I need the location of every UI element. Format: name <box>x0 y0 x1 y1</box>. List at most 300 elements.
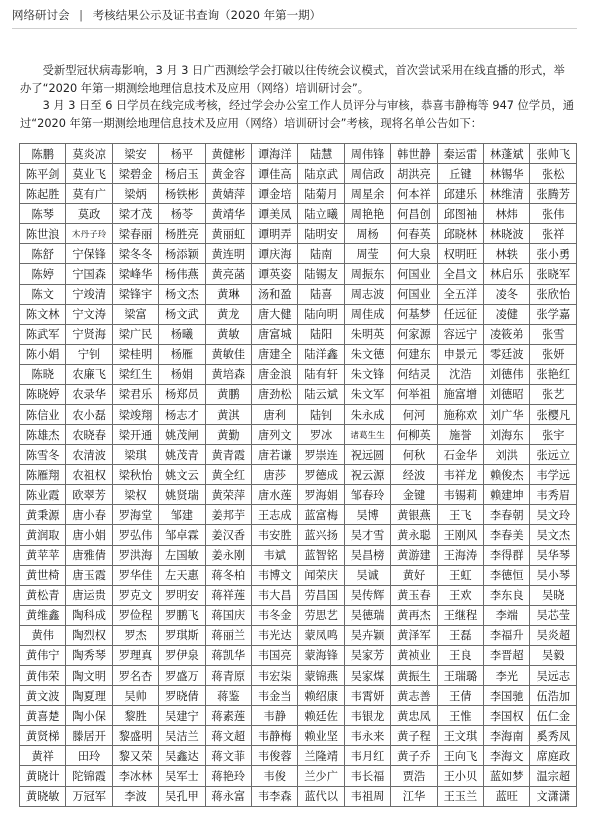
name-cell: 伍浩加 <box>530 686 577 706</box>
name-cell: 陆锡友 <box>298 264 344 284</box>
name-cell: 李福升 <box>484 625 530 645</box>
name-cell: 席庭政 <box>530 746 577 766</box>
name-cell: 梁锋宇 <box>112 284 158 304</box>
name-cell: 陆向明 <box>298 304 344 324</box>
name-cell: 伍仁金 <box>530 706 577 726</box>
name-cell: 黎盛明 <box>112 726 158 746</box>
name-cell: 林炜 <box>484 204 530 224</box>
name-cell: 吴晓 <box>530 585 577 605</box>
table-row <box>20 766 577 786</box>
name-cell: 吴毅 <box>530 645 577 665</box>
name-cell: 周艳艳 <box>344 204 390 224</box>
name-cell: 黄连明 <box>205 244 251 264</box>
name-cell: 蓝如梦 <box>484 766 530 786</box>
name-cell: 刘广华 <box>484 405 530 425</box>
name-cell: 杨郑员 <box>159 384 205 404</box>
name-cell: 梁红生 <box>112 364 158 384</box>
name-cell: 陆云斌 <box>298 384 344 404</box>
name-cell: 韦学远 <box>530 465 577 485</box>
name-cell: 王玉兰 <box>437 786 483 807</box>
name-cell: 张腾芳 <box>530 184 577 204</box>
name-cell: 罗克文 <box>112 585 158 605</box>
table-row <box>20 686 577 706</box>
name-cell: 张远立 <box>530 445 577 465</box>
name-cell: 吴德瑞 <box>344 605 390 625</box>
name-cell: 宁国森 <box>66 264 112 284</box>
table-row <box>20 485 577 505</box>
name-cell: 唐列文 <box>252 425 298 445</box>
name-cell: 杨启玉 <box>159 164 205 184</box>
name-cell: 韦俊蓉 <box>252 746 298 766</box>
name-cell: 陆菊月 <box>298 184 344 204</box>
name-cell: 姚贤瑞 <box>159 485 205 505</box>
name-cell: 黄丽虹 <box>205 224 251 244</box>
name-cell: 全五洋 <box>437 284 483 304</box>
name-cell: 黎胜 <box>112 706 158 726</box>
name-cell: 经波 <box>391 465 437 485</box>
name-cell: 邹卓霖 <box>159 525 205 545</box>
name-cell: 王良 <box>437 645 483 665</box>
name-cell: 刘海东 <box>484 425 530 445</box>
name-cell: 韦锡莉 <box>437 485 483 505</box>
name-cell: 姜邦芋 <box>205 505 251 525</box>
name-cell: 黄润取 <box>20 525 66 545</box>
name-cell: 周杨 <box>344 224 390 244</box>
name-cell: 吴诚 <box>344 565 390 585</box>
name-cell: 黄苹苹 <box>20 545 66 565</box>
name-cell: 诸葛生生 <box>344 425 390 445</box>
name-cell: 李国权 <box>484 706 530 726</box>
name-cell: 胡洪亮 <box>391 164 437 184</box>
name-cell: 何春英 <box>391 224 437 244</box>
table-row <box>20 204 577 224</box>
name-cell: 邱晓林 <box>437 224 483 244</box>
name-cell: 罗洪海 <box>112 545 158 565</box>
name-cell: 陆阳 <box>298 324 344 344</box>
name-cell: 陶烈权 <box>66 625 112 645</box>
name-cell: 何结灵 <box>391 364 437 384</box>
name-cell: 黄祯业 <box>391 645 437 665</box>
name-cell: 宁文涛 <box>66 304 112 324</box>
name-cell: 贾浩 <box>391 766 437 786</box>
name-cell: 唐小娟 <box>66 525 112 545</box>
name-cell: 张松 <box>530 164 577 184</box>
name-cell: 黄祥 <box>20 746 66 766</box>
name-cell: 陈起胜 <box>20 184 66 204</box>
name-cell: 容远宁 <box>437 324 483 344</box>
name-cell: 吴芯莹 <box>530 605 577 625</box>
name-cell: 罗海堂 <box>112 505 158 525</box>
name-cell: 蒋艳玲 <box>205 766 251 786</box>
name-cell: 韦祖周 <box>344 786 390 807</box>
name-cell: 蒋凯华 <box>205 645 251 665</box>
name-cell: 黄再杰 <box>391 605 437 625</box>
name-cell: 梁富 <box>112 304 158 324</box>
name-cell: 祝云源 <box>344 465 390 485</box>
name-cell: 黄晓计 <box>20 766 66 786</box>
name-cell: 金键 <box>391 485 437 505</box>
name-cell: 王惟 <box>437 706 483 726</box>
name-cell: 李海文 <box>484 746 530 766</box>
name-cell: 何大泉 <box>391 244 437 264</box>
name-cell: 何柳英 <box>391 425 437 445</box>
name-cell: 施誉 <box>437 425 483 445</box>
table-row <box>20 304 577 324</box>
name-cell: 韦李森 <box>252 786 298 807</box>
name-cell: 罗鹏飞 <box>159 605 205 625</box>
name-cell: 罗崇连 <box>298 445 344 465</box>
name-cell: 宁保锋 <box>66 244 112 264</box>
name-cell: 黄志善 <box>391 686 437 706</box>
name-cell: 权明旺 <box>437 244 483 264</box>
name-cell: 邱图袖 <box>437 204 483 224</box>
name-cell: 陶夏理 <box>66 686 112 706</box>
name-cell: 王小贝 <box>437 766 483 786</box>
table-row <box>20 645 577 665</box>
name-cell: 黄伟宁 <box>20 645 66 665</box>
name-cell: 黄泽军 <box>391 625 437 645</box>
name-cell: 陈鹏 <box>20 144 66 164</box>
name-cell: 梁秋怡 <box>112 465 158 485</box>
name-cell: 凌健 <box>484 304 530 324</box>
table-row <box>20 666 577 686</box>
name-cell: 韦静梅 <box>252 726 298 746</box>
name-cell: 闻荣庆 <box>298 565 344 585</box>
name-cell: 蒙锦燕 <box>298 666 344 686</box>
name-cell: 蒋永富 <box>205 786 251 807</box>
name-cell: 万冠军 <box>66 786 112 807</box>
name-cell: 蓝旺 <box>484 786 530 807</box>
name-cell: 王虹 <box>437 565 483 585</box>
name-cell: 陈晓 <box>20 364 66 384</box>
name-cell: 黄喜楚 <box>20 706 66 726</box>
name-cell: 王欢 <box>437 585 483 605</box>
name-cell: 王志成 <box>252 505 298 525</box>
name-cell: 吴博 <box>344 505 390 525</box>
name-cell: 兰少广 <box>298 766 344 786</box>
name-cell: 黄贤梯 <box>20 726 66 746</box>
name-cell: 王磊 <box>437 625 483 645</box>
table-row <box>20 384 577 404</box>
name-cell: 杨曦 <box>159 324 205 344</box>
name-cell: 韦大昌 <box>252 585 298 605</box>
name-cell: 李国驰 <box>484 686 530 706</box>
name-cell: 吴军士 <box>159 766 205 786</box>
name-cell: 刘洪 <box>484 445 530 465</box>
name-cell: 姜汉香 <box>205 525 251 545</box>
name-cell: 陶小保 <box>66 706 112 726</box>
table-row <box>20 425 577 445</box>
name-cell: 梁炳 <box>112 184 158 204</box>
name-cell: 吴家芳 <box>344 645 390 665</box>
name-cell: 莫有广 <box>66 184 112 204</box>
name-cell: 朱文德 <box>344 344 390 364</box>
name-cell: 李东良 <box>484 585 530 605</box>
table-row <box>20 324 577 344</box>
name-cell: 张艳红 <box>530 364 577 384</box>
name-cell: 黄世椅 <box>20 565 66 585</box>
name-cell: 黄荣萍 <box>205 485 251 505</box>
name-cell: 林轶 <box>484 244 530 264</box>
name-cell: 吴文杰 <box>530 525 577 545</box>
name-cell: 黄靖华 <box>205 204 251 224</box>
name-cell: 张宇 <box>530 425 577 445</box>
name-cell: 韦博文 <box>252 565 298 585</box>
name-cell: 姚茂青 <box>159 445 205 465</box>
name-cell: 蒋青原 <box>205 666 251 686</box>
name-cell: 黄伟荣 <box>20 666 66 686</box>
name-cell: 张小勇 <box>530 244 577 264</box>
name-cell: 全昌文 <box>437 264 483 284</box>
name-cell: 陶文明 <box>66 666 112 686</box>
name-cell: 姚茂闸 <box>159 425 205 445</box>
table-row <box>20 605 577 625</box>
name-cell: 韦宏柒 <box>252 666 298 686</box>
name-cell: 张艺 <box>530 384 577 404</box>
name-cell: 何国业 <box>391 264 437 284</box>
name-cell: 张樱凡 <box>530 405 577 425</box>
name-cell: 宁钊 <box>66 344 112 364</box>
name-cell: 罗杰 <box>112 625 158 645</box>
name-cell: 唐大健 <box>252 304 298 324</box>
name-cell: 罗晓倩 <box>159 686 205 706</box>
name-cell: 韩世静 <box>391 144 437 164</box>
name-cell: 施富增 <box>437 384 483 404</box>
name-cell: 凌筱弟 <box>484 324 530 344</box>
name-cell: 赖建坤 <box>484 485 530 505</box>
name-cell: 陆立曦 <box>298 204 344 224</box>
intro-paragraph-1: 受新型冠状病毒影响，3 月 3 日广西测绘学会打破以往传统会议模式，首次尝试采用在线直播的形式，举办了“2020 年第一期测绘地理信息技术及应用（网络）培训研讨会”。 <box>20 64 565 95</box>
name-cell: 林维清 <box>484 184 530 204</box>
name-cell: 农祖权 <box>66 465 112 485</box>
name-cell: 王向飞 <box>437 746 483 766</box>
name-cell: 朱永成 <box>344 405 390 425</box>
name-cell: 韦长福 <box>344 766 390 786</box>
name-cell: 张伟 <box>530 204 577 224</box>
name-cell: 吴帅 <box>112 686 158 706</box>
intro-paragraph-2: 3 月 3 日至 6 日学员在线完成考核，经过学会办公室工作人员评分与审核，恭喜韦静梅等 947 位学员，通过“2020 年第一期测绘地理信息技术及应用（网络）培训研讨会”考核，现将名单公告如下： <box>20 99 575 130</box>
name-cell: 黄健彬 <box>205 144 251 164</box>
name-cell: 黄亮菡 <box>205 264 251 284</box>
name-cell: 宁竣清 <box>66 284 112 304</box>
name-cell: 陆洋鑫 <box>298 344 344 364</box>
name-cell: 王继程 <box>437 605 483 625</box>
name-cell: 杨娟 <box>159 364 205 384</box>
name-cell: 吴小琴 <box>530 565 577 585</box>
name-cell: 韦国亮 <box>252 645 298 665</box>
table-row <box>20 465 577 485</box>
name-cell: 罗华佳 <box>112 565 158 585</box>
name-cell: 祝远圆 <box>344 445 390 465</box>
names-table <box>19 143 577 807</box>
name-cell: 陈武军 <box>20 324 66 344</box>
name-cell: 林锡华 <box>484 164 530 184</box>
name-cell: 黄好 <box>391 565 437 585</box>
name-cell: 梁竣翔 <box>112 405 158 425</box>
table-row <box>20 244 577 264</box>
name-cell: 石金华 <box>437 445 483 465</box>
name-cell: 唐建全 <box>252 344 298 364</box>
name-cell: 李光 <box>484 666 530 686</box>
name-cell: 蒋文菲 <box>205 746 251 766</box>
name-cell: 陈琴 <box>20 204 66 224</box>
name-cell: 周佳成 <box>344 304 390 324</box>
name-cell: 何举祖 <box>391 384 437 404</box>
name-cell: 农小磊 <box>66 405 112 425</box>
table-row <box>20 184 577 204</box>
name-cell: 张雪 <box>530 324 577 344</box>
name-cell: 黄子程 <box>391 726 437 746</box>
name-cell: 韦银龙 <box>344 706 390 726</box>
name-cell: 罗理真 <box>112 645 158 665</box>
name-cell: 黄晓敏 <box>20 786 66 807</box>
name-cell: 王海涛 <box>437 545 483 565</box>
name-cell: 吴鑫达 <box>159 746 205 766</box>
name-cell: 杨平 <box>159 144 205 164</box>
name-cell: 杨雁 <box>159 344 205 364</box>
table-row <box>20 746 577 766</box>
name-cell: 梁才茂 <box>112 204 158 224</box>
name-cell: 蒋文超 <box>205 726 251 746</box>
name-cell: 黄婧萍 <box>205 184 251 204</box>
name-cell: 陆明安 <box>298 224 344 244</box>
name-cell: 蒙海锋 <box>298 645 344 665</box>
name-cell: 莫业飞 <box>66 164 112 184</box>
name-cell: 邹春玲 <box>344 485 390 505</box>
name-cell: 谭明弄 <box>252 224 298 244</box>
name-cell: 赖业坚 <box>298 726 344 746</box>
table-row <box>20 505 577 525</box>
name-cell: 蒋国庆 <box>205 605 251 625</box>
name-cell: 朱文锋 <box>344 364 390 384</box>
name-cell: 黄敏佳 <box>205 344 251 364</box>
name-cell: 李春美 <box>484 525 530 545</box>
table-row <box>20 144 577 164</box>
name-cell: 沈浩 <box>437 364 483 384</box>
name-cell: 陈平剑 <box>20 164 66 184</box>
name-cell: 劳思艺 <box>298 605 344 625</box>
name-cell: 江华 <box>391 786 437 807</box>
name-cell: 唐雅倩 <box>66 545 112 565</box>
name-cell: 滕居开 <box>66 726 112 746</box>
name-cell: 罗名杏 <box>112 666 158 686</box>
table-row <box>20 264 577 284</box>
name-cell: 黄淇 <box>205 405 251 425</box>
name-cell: 陆京武 <box>298 164 344 184</box>
name-cell: 杨文武 <box>159 304 205 324</box>
name-cell: 黄青霞 <box>205 445 251 465</box>
name-cell: 梁峰华 <box>112 264 158 284</box>
name-cell: 梁冬冬 <box>112 244 158 264</box>
name-cell: 李晋超 <box>484 645 530 665</box>
name-cell: 王文琪 <box>437 726 483 746</box>
name-cell: 张晓军 <box>530 264 577 284</box>
name-cell: 田玲 <box>66 746 112 766</box>
name-cell: 张妍 <box>530 344 577 364</box>
name-cell: 兰隆靖 <box>298 746 344 766</box>
name-cell: 左天惠 <box>159 565 205 585</box>
name-cell: 施称欢 <box>437 405 483 425</box>
name-cell: 梁桂明 <box>112 344 158 364</box>
name-cell: 张欣怡 <box>530 284 577 304</box>
name-cell: 张帅飞 <box>530 144 577 164</box>
name-cell: 周振东 <box>344 264 390 284</box>
name-cell: 王倩 <box>437 686 483 706</box>
name-cell: 姜永刚 <box>205 545 251 565</box>
name-cell: 温宗超 <box>530 766 577 786</box>
name-cell: 陆钊 <box>298 405 344 425</box>
table-row <box>20 565 577 585</box>
name-cell: 吴孔甲 <box>159 786 205 807</box>
name-cell: 何河 <box>391 405 437 425</box>
name-cell: 韦永来 <box>344 726 390 746</box>
name-cell: 梁春丽 <box>112 224 158 244</box>
name-cell: 罗琪斯 <box>159 625 205 645</box>
table-row <box>20 284 577 304</box>
name-cell: 罗德成 <box>298 465 344 485</box>
name-cell: 农廉飞 <box>66 364 112 384</box>
name-cell: 黄游建 <box>391 545 437 565</box>
name-cell: 陶秀琴 <box>66 645 112 665</box>
name-cell: 蓝兴扬 <box>298 525 344 545</box>
name-cell: 罗冰 <box>298 425 344 445</box>
name-cell: 吴文玲 <box>530 505 577 525</box>
name-cell: 罗俭程 <box>112 605 158 625</box>
name-cell: 吴建宁 <box>159 706 205 726</box>
name-cell: 王瑞璐 <box>437 666 483 686</box>
name-cell: 欧翠芳 <box>66 485 112 505</box>
name-cell: 谭美凤 <box>252 204 298 224</box>
name-cell: 蓝智铭 <box>298 545 344 565</box>
name-cell: 吴华琴 <box>530 545 577 565</box>
name-cell: 姚文云 <box>159 465 205 485</box>
name-cell: 唐富城 <box>252 324 298 344</box>
name-cell: 赖绍康 <box>298 686 344 706</box>
name-cell: 周志波 <box>344 284 390 304</box>
name-cell: 蒋丽兰 <box>205 625 251 645</box>
name-cell: 韦俊 <box>252 766 298 786</box>
name-cell: 宁贤海 <box>66 324 112 344</box>
name-cell: 唐水莲 <box>252 485 298 505</box>
name-cell: 邱建乐 <box>437 184 483 204</box>
name-cell: 吴洁兰 <box>159 726 205 746</box>
name-cell: 黄玉春 <box>391 585 437 605</box>
name-cell: 唐金浪 <box>252 364 298 384</box>
name-cell: 吴家煤 <box>344 666 390 686</box>
name-cell: 陆有轩 <box>298 364 344 384</box>
name-cell: 杨胜亮 <box>159 224 205 244</box>
name-cell: 农录华 <box>66 384 112 404</box>
name-cell: 韦祥龙 <box>437 465 483 485</box>
header-separator: | <box>79 8 84 22</box>
name-cell: 韦秀眉 <box>530 485 577 505</box>
name-cell: 黎又荣 <box>112 746 158 766</box>
name-cell: 唐劲松 <box>252 384 298 404</box>
table-row <box>20 525 577 545</box>
name-cell: 何秋 <box>391 445 437 465</box>
name-cell: 蓝代以 <box>298 786 344 807</box>
name-cell: 何国业 <box>391 284 437 304</box>
name-cell: 农晓春 <box>66 425 112 445</box>
name-cell: 陆喜 <box>298 284 344 304</box>
name-cell: 陈雄杰 <box>20 425 66 445</box>
name-cell: 韦霄妍 <box>344 686 390 706</box>
name-cell: 朱明英 <box>344 324 390 344</box>
name-cell: 黄秉源 <box>20 505 66 525</box>
name-cell: 唐若谦 <box>252 445 298 465</box>
name-cell: 陆南 <box>298 244 344 264</box>
name-cell: 凌冬 <box>484 284 530 304</box>
